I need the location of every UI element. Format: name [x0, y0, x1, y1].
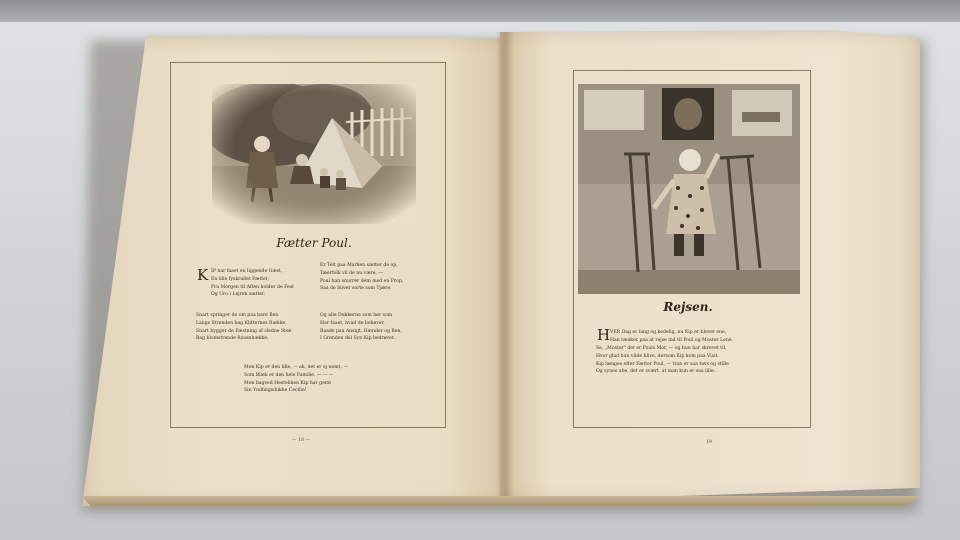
left-illustration: [212, 84, 416, 224]
right-stanza-1-cont: [596, 345, 729, 376]
verse-line: Langs Strønden bag Klitternes Række,: [196, 320, 287, 326]
left-stanza-5: [244, 364, 348, 395]
right-dropcap: H: [597, 326, 611, 344]
book-gutter: [496, 32, 514, 504]
left-poem-title: Fætter Poul.: [276, 236, 352, 250]
verse-line: Saa de bliver sorte som Tjære.: [320, 286, 392, 292]
right-stanza-1: [610, 329, 733, 345]
verse-line: VER Dag er lang og kedelig, nu Kip er blevet ene,: [610, 330, 727, 335]
verse-line: Er Telt paa Marken sætter de op,: [320, 263, 398, 268]
verse-line: Tæerfolk vil de nu være, —: [320, 270, 383, 276]
right-page-number: 19: [706, 440, 712, 445]
left-stanza-3: [196, 312, 292, 343]
verse-line: Har faaet, hvad de behøver,: [320, 320, 385, 326]
verse-line: Baade paa Ansigt, Hænder og Ben,: [320, 328, 402, 334]
right-poem-title: Rejsen.: [663, 300, 713, 314]
verse-line: Kip længes efter Fætter Poul, — tran er saa tavs og stille: [596, 361, 729, 367]
verse-line: Hvor glad hun vilde blive, dersom Kip kom paa Visit.: [596, 353, 719, 359]
verse-line: Snart bygger de Fæstning af sledne Sten: [196, 328, 292, 334]
verse-line: Sin Yndlingsdukke Cecilie!: [244, 388, 307, 394]
left-page-number: — 18 —: [292, 438, 310, 443]
left-stanza-1: [211, 268, 294, 299]
verse-line: Og alle Dukkerne som hør som: [320, 313, 393, 318]
girl-railing-illustration: [578, 84, 800, 294]
verse-line: Men bagved Hestekken Kip har gemt: [244, 380, 332, 386]
verse-line: IP har faaet en liggende Gæst,: [211, 269, 283, 274]
verse-line: Men Kip er den lille, — ak, det er ej nemt, —: [244, 365, 348, 370]
verse-line: Bag blomstrende Rosenhække.: [196, 336, 269, 342]
left-stanza-2: [320, 262, 403, 293]
book-edge: [82, 496, 922, 506]
verse-line: Snart springer de om paa bare Ben: [196, 313, 279, 318]
right-illustration: [578, 84, 800, 294]
left-stanza-4: [320, 312, 402, 343]
verse-line: Som Blæk er den hele Familie, — — —: [244, 372, 334, 378]
verse-line: Poul han snurrer dem med en Prop,: [320, 278, 404, 284]
verse-line: Han tænker paa at rejse ind til Poul og Moster Lene.: [610, 337, 733, 343]
verse-line: En lille fyskrallet Fætter,: [211, 276, 269, 282]
verse-line: Fra Morgen til Aften holder de Fest: [211, 284, 294, 290]
left-dropcap: K: [197, 266, 209, 284]
tent-scene-illustration: [212, 84, 416, 224]
verse-line: I Grønden del Syn Kip bedrøver.: [320, 336, 396, 342]
verse-line: Og synes ube, det er svært, at man kun er saa lille.: [596, 369, 716, 375]
verse-line: Og Uro i Lejren sætter.: [211, 292, 266, 298]
verse-line: Se, „Moster" det er Pouls Mor, — og hun har skrevet til,: [596, 346, 727, 351]
